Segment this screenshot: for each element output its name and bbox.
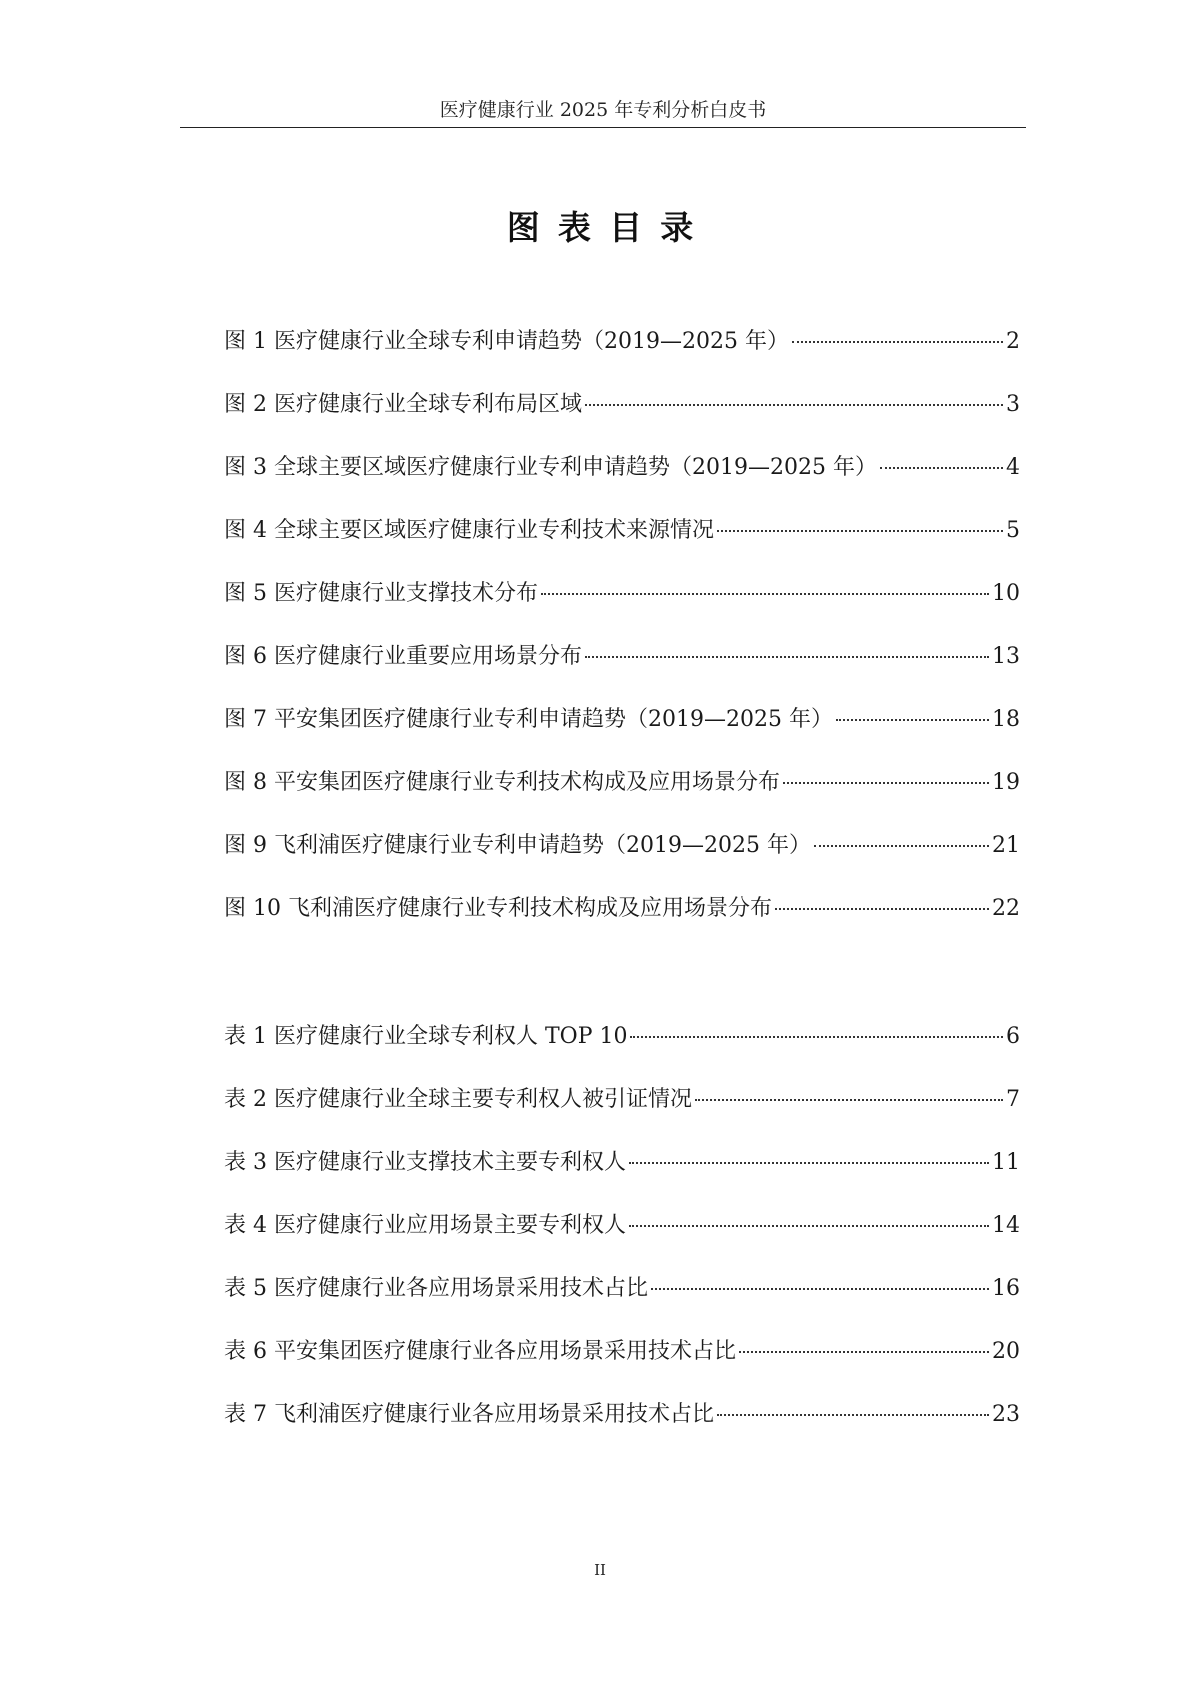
toc-entry-table-1[interactable] <box>224 1021 1020 1084</box>
table-list <box>224 1021 1020 1462</box>
toc-entry-page: 10 <box>992 581 1020 606</box>
toc-entry-page: 20 <box>992 1339 1020 1364</box>
toc-dot-leader <box>717 530 1003 532</box>
toc-entry-figure-10[interactable] <box>224 893 1020 956</box>
toc-entry-page: 23 <box>992 1402 1020 1427</box>
page-title: 图表目录 <box>506 208 712 248</box>
toc-entry-page: 11 <box>992 1150 1020 1175</box>
toc-dot-leader <box>792 341 1003 343</box>
toc-dot-leader <box>880 467 1003 469</box>
toc-entry-label: 图 5 医疗健康行业支撑技术分布 <box>224 581 538 606</box>
toc-entry-label: 图 4 全球主要区域医疗健康行业专利技术来源情况 <box>224 518 714 543</box>
toc-dot-leader <box>783 782 989 784</box>
toc-entry-page: 22 <box>992 896 1020 921</box>
toc-entry-page: 2 <box>1006 329 1020 354</box>
toc-entry-table-5[interactable] <box>224 1273 1020 1336</box>
toc-entry-table-6[interactable] <box>224 1336 1020 1399</box>
toc-entry-label: 图 9 飞利浦医疗健康行业专利申请趋势（2019—2025 年） <box>224 833 811 858</box>
toc-entry-figure-4[interactable] <box>224 515 1020 578</box>
toc-dot-leader <box>836 719 989 721</box>
toc-dot-leader <box>541 593 989 595</box>
toc-dot-leader <box>629 1225 989 1227</box>
toc-entry-label: 图 3 全球主要区域医疗健康行业专利申请趋势（2019—2025 年） <box>224 455 877 480</box>
toc-entry-label: 图 2 医疗健康行业全球专利布局区域 <box>224 392 582 417</box>
toc-entry-page: 13 <box>992 644 1020 669</box>
toc-entry-figure-3[interactable] <box>224 452 1020 515</box>
toc-dot-leader <box>629 1162 989 1164</box>
toc-dot-leader <box>630 1036 1003 1038</box>
toc-dot-leader <box>695 1099 1003 1101</box>
toc-entry-label: 图 10 飞利浦医疗健康行业专利技术构成及应用场景分布 <box>224 896 772 921</box>
header-rule <box>180 127 1026 128</box>
toc-entry-figure-9[interactable] <box>224 830 1020 893</box>
toc-entry-label: 图 8 平安集团医疗健康行业专利技术构成及应用场景分布 <box>224 770 780 795</box>
toc-entry-label: 图 1 医疗健康行业全球专利申请趋势（2019—2025 年） <box>224 329 789 354</box>
running-header: 医疗健康行业 2025 年专利分析白皮书 <box>439 99 767 121</box>
toc-entry-label: 表 2 医疗健康行业全球主要专利权人被引证情况 <box>224 1087 692 1112</box>
toc-entry-figure-2[interactable] <box>224 389 1020 452</box>
toc-entry-figure-7[interactable] <box>224 704 1020 767</box>
toc-entry-page: 7 <box>1006 1087 1020 1112</box>
toc-entry-label: 表 5 医疗健康行业各应用场景采用技术占比 <box>224 1276 648 1301</box>
toc-entry-page: 14 <box>992 1213 1020 1238</box>
toc-dot-leader <box>585 656 989 658</box>
toc-entry-table-4[interactable] <box>224 1210 1020 1273</box>
toc-dot-leader <box>651 1288 989 1290</box>
toc-entry-label: 表 7 飞利浦医疗健康行业各应用场景采用技术占比 <box>224 1402 714 1427</box>
toc-entry-table-2[interactable] <box>224 1084 1020 1147</box>
toc-entry-page: 16 <box>992 1276 1020 1301</box>
toc-entry-label: 表 6 平安集团医疗健康行业各应用场景采用技术占比 <box>224 1339 736 1364</box>
toc-dot-leader <box>585 404 1003 406</box>
toc-dot-leader <box>739 1351 989 1353</box>
toc-dot-leader <box>814 845 989 847</box>
toc-entry-page: 18 <box>992 707 1020 732</box>
toc-entry-figure-6[interactable] <box>224 641 1020 704</box>
toc-entry-page: 5 <box>1006 518 1020 543</box>
toc-dot-leader <box>717 1414 989 1416</box>
toc-entry-label: 图 7 平安集团医疗健康行业专利申请趋势（2019—2025 年） <box>224 707 833 732</box>
toc-entry-label: 表 1 医疗健康行业全球专利权人 TOP 10 <box>224 1024 628 1049</box>
toc-entry-label: 图 6 医疗健康行业重要应用场景分布 <box>224 644 582 669</box>
toc-entry-figure-8[interactable] <box>224 767 1020 830</box>
toc-entry-table-3[interactable] <box>224 1147 1020 1210</box>
toc-entry-page: 4 <box>1006 455 1020 480</box>
toc-entry-page: 21 <box>992 833 1020 858</box>
toc-entry-page: 19 <box>992 770 1020 795</box>
page-number: II <box>594 1561 606 1579</box>
toc-entry-figure-1[interactable] <box>224 326 1020 389</box>
figure-list <box>224 326 1020 956</box>
toc-dot-leader <box>775 908 989 910</box>
toc-entry-page: 6 <box>1006 1024 1020 1049</box>
toc-entry-figure-5[interactable] <box>224 578 1020 641</box>
toc-entry-page: 3 <box>1006 392 1020 417</box>
toc-entry-label: 表 4 医疗健康行业应用场景主要专利权人 <box>224 1213 626 1238</box>
toc-entry-table-7[interactable] <box>224 1399 1020 1462</box>
toc-entry-label: 表 3 医疗健康行业支撑技术主要专利权人 <box>224 1150 626 1175</box>
